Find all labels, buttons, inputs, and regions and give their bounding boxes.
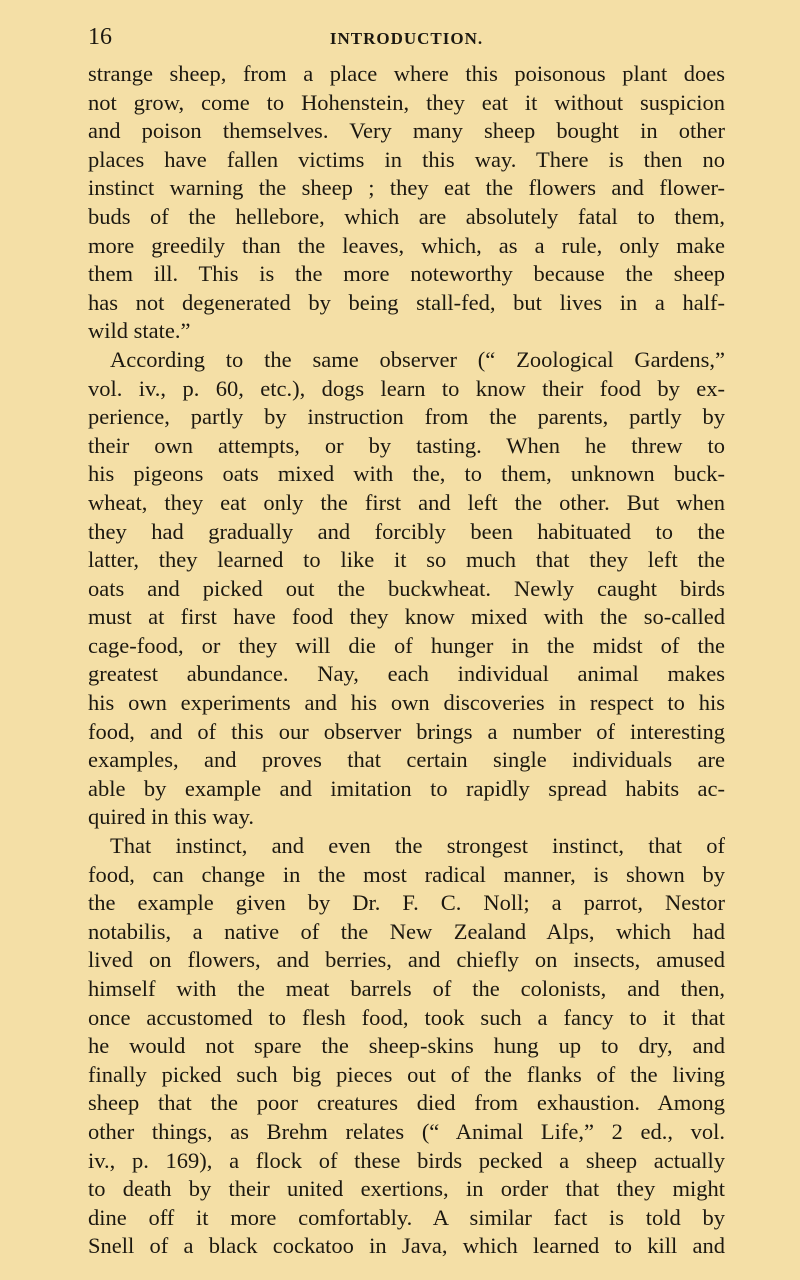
text-line: Snell of a black cockatoo in Java, which learned to kill and (88, 1233, 725, 1259)
text-line: the example given by Dr. F. C. Noll; a parrot, Nestor (88, 890, 725, 916)
text-line: That instinct, and even the strongest instinct, that of (110, 833, 725, 859)
text-line: more greedily than the leaves, which, as a rule, only make (88, 232, 725, 258)
text-line: food, and of this our observer brings a number of interesting (88, 718, 725, 744)
text-line: quired in this way. (88, 804, 255, 830)
text-line: he would not spare the sheep-skins hung up to dry, and (88, 1033, 725, 1059)
running-title: INTRODUCTION. (329, 29, 484, 48)
text-line: greatest abundance. Nay, each individual animal makes (88, 661, 725, 687)
text-line: once accustomed to flesh food, took such a fancy to it that (88, 1004, 725, 1030)
text-line: other things, as Brehm relates (“ Animal Life,” 2 ed., vol. (88, 1118, 725, 1144)
text-line: sheep that the poor creatures died from exhaustion. Among (88, 1090, 725, 1116)
text-line: their own attempts, or by tasting. When he threw to (88, 432, 725, 458)
text-line: iv., p. 169), a flock of these birds pecked a sheep actually (88, 1147, 725, 1173)
text-line: latter, they learned to like it so much that they left the (88, 547, 725, 573)
text-line: oats and picked out the buckwheat. Newly caught birds (88, 575, 725, 601)
text-line: able by example and imitation to rapidly spread habits ac- (88, 775, 725, 801)
text-line: examples, and proves that certain single individuals are (88, 747, 725, 773)
text-line: vol. iv., p. 60, etc.), dogs learn to know their food by ex- (88, 375, 725, 401)
text-line: dine off it more comfortably. A similar fact is told by (88, 1204, 725, 1230)
text-line: his pigeons oats mixed with the, to them, unknown buck- (88, 461, 725, 487)
text-line: to death by their united exertions, in order that they might (88, 1176, 725, 1202)
text-line: and poison themselves. Very many sheep bought in other (88, 118, 725, 144)
text-line: food, can change in the most radical manner, is shown by (88, 861, 725, 887)
text-line: himself with the meat barrels of the colonists, and then, (88, 976, 725, 1001)
text-line: has not degenerated by being stall-fed, but lives in a half- (88, 289, 725, 315)
page-number: 16 (88, 24, 112, 50)
text-line: they had gradually and forcibly been habituated to the (88, 518, 725, 544)
text-line: lived on flowers, and berries, and chiefly on insects, amused (88, 947, 725, 973)
text-line: cage-food, or they will die of hunger in the midst of the (88, 632, 725, 658)
text-line: perience, partly by instruction from the parents, partly by (88, 404, 725, 430)
text-line: them ill. This is the more noteworthy because the sheep (88, 261, 725, 287)
text-line: According to the same observer (“ Zoological Gardens,” (110, 346, 725, 372)
text-line: not grow, come to Hohenstein, they eat it without suspicion (88, 89, 725, 115)
page-body-text (88, 60, 725, 1261)
text-line: finally picked such big pieces out of the flanks of the living (88, 1061, 725, 1087)
text-line: places have fallen victims in this way. There is then no (88, 146, 725, 172)
text-line: notabilis, a native of the New Zealand Alps, which had (88, 918, 725, 944)
text-line: buds of the hellebore, which are absolutely fatal to them, (88, 203, 725, 229)
text-line: strange sheep, from a place where this poisonous plant does (88, 61, 725, 86)
text-line: must at first have food they know mixed with the so-called (88, 604, 725, 630)
text-line: instinct warning the sheep ; they eat the flowers and flower- (88, 175, 725, 201)
text-line: wheat, they eat only the first and left the other. But when (88, 489, 725, 515)
running-header (88, 24, 725, 54)
text-line: wild state.” (88, 318, 191, 344)
text-line: his own experiments and his own discoveries in respect to his (88, 690, 725, 716)
